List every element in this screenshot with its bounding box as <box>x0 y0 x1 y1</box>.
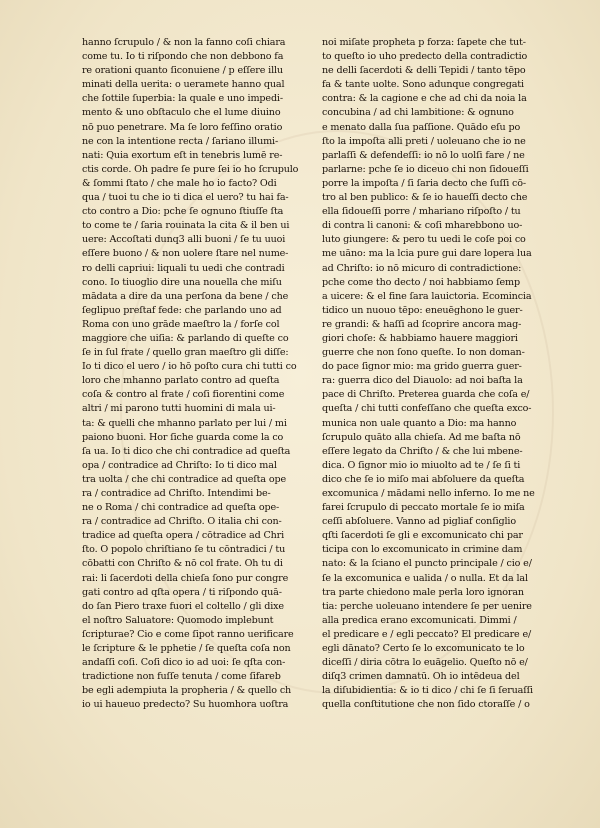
text-line: ra / contradice ad Chriſto. O italia chi con- <box>82 516 282 528</box>
text-line: eſſere legato da Chriſto / & che lui mbene- <box>322 445 523 457</box>
text-line: qſti ſacerdoti ſe gli e excomunicato chi par <box>322 530 523 542</box>
text-line: guerre che non ſono queſte. Io non doman- <box>322 347 525 359</box>
text-line: re orationi quanto ſiconuiene / p eſſere illu <box>82 65 283 77</box>
text-column-right <box>322 36 550 713</box>
text-line: ſe in ſul frate / quello gran maeſtro gli diſſe: <box>82 347 289 359</box>
text-line: me uāno: ma la lcia pure gui dare lopera lua <box>322 248 532 260</box>
text-line: el noſtro Saluatore: Quomodo implebunt <box>82 614 274 626</box>
text-line: egli dānato? Certo ſe lo excomunicato te lo <box>322 643 525 655</box>
text-line: pche come tho decto / noi habbiamo ſemp <box>322 276 520 288</box>
text-line: che ſottile ſuperbia: la quale e uno impedi- <box>82 93 283 105</box>
text-line: a uicere: & el fine ſara lauictoria. Ecomincia <box>322 290 532 302</box>
text-line: rai: li ſacerdoti della chieſa ſono pur congre <box>82 572 289 584</box>
text-line: porre la impoſta / ſi ſaria decto che ſuſſi cō- <box>322 177 526 189</box>
text-line: come tu. Io ti riſpondo che non debbono fa <box>82 51 284 63</box>
text-line: concubina / ad chi lambitione: & ognuno <box>322 107 514 119</box>
text-line: ſeglipuo preſtaf fede: che parlando uno ad <box>82 304 282 316</box>
text-line: la diſubidientia: & io ti dico / chi ſe ſi ſeruaſſi <box>322 685 533 697</box>
text-line: hanno ſcrupulo / & non la fanno coſi chiara <box>82 37 286 48</box>
text-line: farei ſcrupulo di peccato mortale ſe io miſa <box>322 502 525 514</box>
text-line: excomunica / mādami nello inferno. Io me ne <box>322 488 535 499</box>
text-line: qua / tuoi tu che io ti dica el uero? tu hai fa- <box>82 192 289 204</box>
text-line: ſcrupulo quāto alla chieſa. Ad me baſta nō <box>322 431 521 443</box>
text-line: nato: & la ſciano el puncto principale / cio e/ <box>322 558 532 570</box>
text-line: noi miſate propheta p forza: ſapete che tut- <box>322 37 526 48</box>
text-line: contra: & la cagione e che ad chi da noia la <box>322 93 527 105</box>
text-line: loro che mhanno parlato contro ad queſta <box>82 375 280 387</box>
text-line: parlarne: pche ſe io diceuo chi non ſidoueſſi <box>322 163 529 175</box>
text-line: nati: Quia exortum eſt in tenebris lumē re- <box>82 149 283 161</box>
text-line: ro delli capriui: liquali tu uedi che contradi <box>82 262 285 274</box>
text-line: to queſto io uho predecto della contradictio <box>322 51 528 63</box>
text-line: ctis corde. Oh padre ſe pure ſei io ho ſcrupulo <box>82 163 299 175</box>
text-line: to come te / ſaria rouinata la cita & il ben ui <box>82 220 290 232</box>
text-line: coſa & contro al frate / coſi fiorentini come <box>82 389 285 401</box>
text-line: ceſſi abſoluere. Vanno ad pigliaf conſiglio <box>322 516 516 528</box>
text-line: ad Chriſto: io nō micuro di contradictione: <box>322 262 522 274</box>
text-line: munica non uale quanto a Dio: ma hanno <box>322 417 517 429</box>
text-line: ne con la intentione recta / ſariano illumi- <box>82 135 279 147</box>
text-line: diſq3 crimen damnatū. Oh io intēdeua del <box>322 671 520 683</box>
text-line: altri / mi parono tutti huomini di mala ui- <box>82 403 276 415</box>
text-line: Io ti dico el uero / io hō poſto cura chi tutti co <box>82 361 297 373</box>
text-line: ſto la impoſta alli preti / uoleuano che io ne <box>322 135 526 147</box>
text-line: mento & uno obſtaculo che el lume diuino <box>82 107 281 119</box>
text-line: fa & tante uolte. Sono adunque congregati <box>322 79 524 91</box>
text-line: io ui haueuo predecto? Su huomhora uoſtra <box>82 699 289 711</box>
text-line: luto giungere: & pero tu uedi le coſe poi co <box>322 234 526 246</box>
text-line: parlaſſi & defendeſſi: io nō lo uolſi fare / ne <box>322 149 525 161</box>
text-line: ſto. O popolo chriſtiano ſe tu cōntradici / tu <box>82 544 286 556</box>
text-line: eſſere buono / & non uolere ſtare nel nume- <box>82 248 289 260</box>
text-line: cōbatti con Chriſto & nō col frate. Oh tu di <box>82 558 283 570</box>
text-line: tradice ad queſta opera / cōtradice ad Chri <box>82 530 285 542</box>
text-line: diceſſi / diria cōtra lo euāgelio. Queſto nō e/ <box>322 657 528 669</box>
text-line: tro al ben publico: & ſe io haueſſi decto che <box>322 192 528 204</box>
text-line: di contra li canoni: & coſi mharebbono uo- <box>322 220 523 232</box>
text-line: e menato dalla ſua paſſione. Quādo eſu po <box>322 121 521 133</box>
text-line: ne o Roma / chi contradice ad queſta ope- <box>82 502 280 514</box>
text-line: pace di Chriſto. Preterea guarda che coſa e/ <box>322 389 530 401</box>
text-line: do pace ſignor mio: ma grido guerra guer- <box>322 361 522 373</box>
text-line: tra uolta / che chi contradice ad queſta ope <box>82 473 286 485</box>
text-line: giori choſe: & habbiamo hauere maggiori <box>322 332 518 344</box>
text-line: ſa ua. Io ti dico che chi contradice ad queſta <box>82 445 291 457</box>
text-line: tia: perche uoleuano intendere ſe per uenire <box>322 600 532 612</box>
text-line: re grandi: & haſſi ad ſcoprire ancora mag- <box>322 318 522 330</box>
text-line: cono. Io tiuoglio dire una nouella che miſu <box>82 276 282 288</box>
text-line: ſe la excomunica e ualida / o nulla. Et da lal <box>322 572 528 584</box>
text-line: andaſſi coſi. Coſi dico io ad uoi: ſe qſta con- <box>82 657 286 669</box>
text-line: ticipa con lo excomunicato in crimine dam <box>322 544 523 556</box>
text-line: tradictione non fuſſe tenuta / come ſifareb <box>82 671 281 683</box>
text-line: mādata a dire da una perſona da bene / che <box>82 290 289 302</box>
text-line: tra parte chiedono male perla loro ignoran <box>322 586 524 598</box>
text-line: el predicare e / egli peccato? El predicare e/ <box>322 628 532 640</box>
text-line: ra: guerra dico del Diauolo: ad noi baſta la <box>322 375 523 387</box>
text-line: cto contro a Dio: pche ſe ognuno ſtiuſſe ſta <box>82 206 284 218</box>
text-line: minati della uerita: o ueramete hanno qual <box>82 79 285 91</box>
text-line: ne delli ſacerdoti & delli Tepidi / tanto tēpo <box>322 65 526 77</box>
text-line: opa / contradice ad Chriſto: Io ti dico mal <box>82 459 277 471</box>
text-line: dica. O ſignor mio io miuolto ad te / ſe ſi ti <box>322 459 521 471</box>
text-line: dico che ſe io miſo mai abſoluere da queſta <box>322 473 525 485</box>
text-line: maggiore che uiſia: & parlando di queſte co <box>82 332 289 344</box>
text-line: gati contro ad qſta opera / ti riſpondo quā- <box>82 586 282 598</box>
text-line: le ſcripture & le pphetie / ſe queſta coſa non <box>82 643 291 655</box>
text-line: tidico un nuouo tēpo: eneuēghono le guer- <box>322 304 523 316</box>
text-line: paiono buoni. Hor ſiche guarda come la co <box>82 431 284 443</box>
text-line: quella conſtitutione che non ſido ctoraſſe / o <box>322 699 530 711</box>
text-line: be egli adempiuta la propheria / & quello ch <box>82 685 292 697</box>
text-line: queſta / chi tutti confeſſano che queſta exco- <box>322 403 532 415</box>
text-line: & ſommi ſtato / che male ho io facto? Odi <box>82 177 277 189</box>
text-line: Roma con uno grāde maeſtro la / forſe col <box>82 318 280 330</box>
text-line: alla predica erano excomunicati. Dimmi / <box>322 614 517 626</box>
text-line: ella ſidoueſſi porre / mhariano riſpoſto / tu <box>322 206 521 218</box>
text-line: ſcripturae? Cio e come ſipot ranno uerificare <box>82 628 294 640</box>
text-line: uere: Accoſtati dunq3 alli buoni / ſe tu uuoi <box>82 234 286 246</box>
text-line: nō puo penetrare. Ma ſe loro feſſino oratio <box>82 121 283 133</box>
text-line: ra / contradice ad Chriſto. Intendimi be- <box>82 488 271 499</box>
text-line: do ſan Piero traxe fuori el coltello / gli dixe <box>82 600 284 612</box>
text-column-left <box>82 36 310 713</box>
text-line: ta: & quelli che mhanno parlato per lui / mi <box>82 417 287 429</box>
